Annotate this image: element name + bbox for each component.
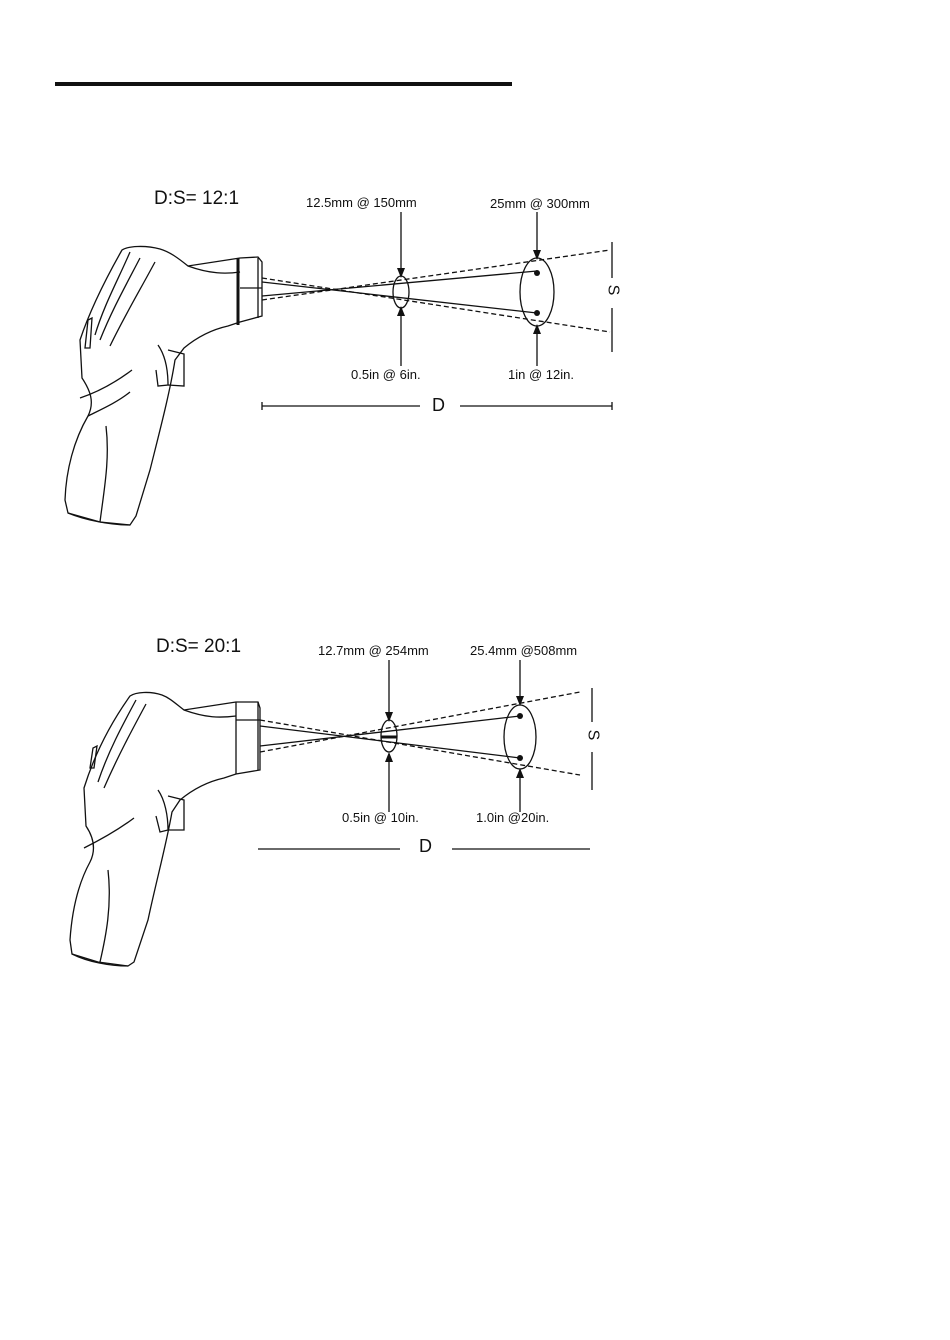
laser-dot-upper [534, 270, 540, 276]
ir-thermometer-icon [65, 246, 262, 525]
far-metric-label: 25.4mm @508mm [470, 643, 578, 658]
laser-dot-lower [517, 755, 523, 761]
near-metric-label: 12.7mm @ 254mm [318, 643, 429, 658]
near-metric-label: 12.5mm @ 150mm [306, 195, 417, 210]
far-imperial-label: 1.0in @20in. [476, 810, 550, 825]
near-imperial-label: 0.5in @ 6in. [351, 367, 421, 382]
figure-ds-12-1 [0, 170, 950, 610]
spot-size-label: S [584, 729, 602, 741]
figure-ds-20-1 [0, 620, 950, 1060]
distance-label: D [432, 395, 445, 415]
spot-size-label: S [604, 284, 622, 296]
ratio-label: D:S= 20:1 [156, 636, 242, 657]
thermometer-diagram-20-1 [0, 620, 950, 1060]
ratio-label: D:S= 12:1 [154, 188, 240, 209]
thermometer-diagram-12-1 [0, 170, 950, 610]
header-rule [55, 82, 512, 86]
distance-label: D [419, 836, 432, 856]
ir-thermometer-icon [70, 692, 260, 966]
far-imperial-label: 1in @ 12in. [508, 367, 574, 382]
near-imperial-label: 0.5in @ 10in. [342, 810, 419, 825]
far-metric-label: 25mm @ 300mm [490, 196, 590, 211]
near-spot-ellipse [393, 276, 409, 308]
laser-dot-upper [517, 713, 523, 719]
laser-dot-lower [534, 310, 540, 316]
